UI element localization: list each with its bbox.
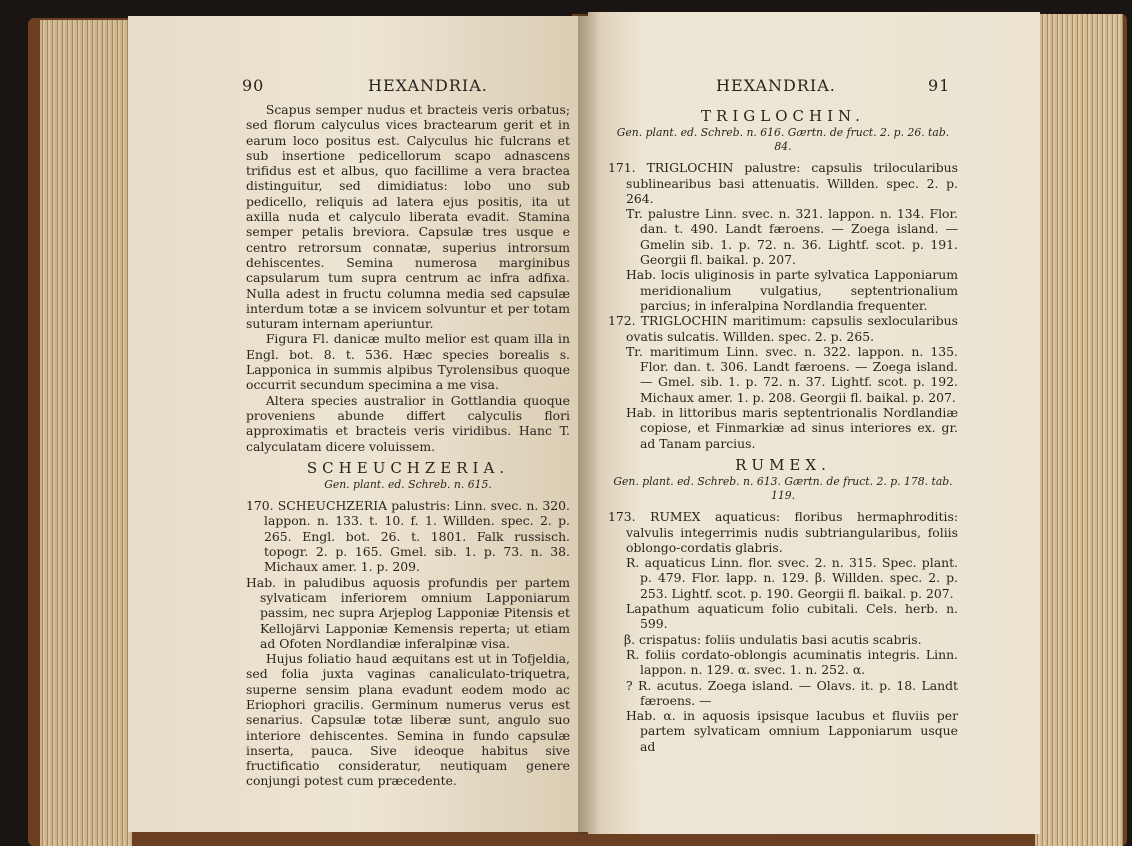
left-page bbox=[128, 16, 590, 832]
variety-beta: β. crispatus: foliis undulatis basi acutis scabris. bbox=[624, 631, 922, 647]
species-entry-171: 171. TRIGLOCHIN palustre: capsulis trilocularibus sublinearibus basi attenuatis. Willden. spec. 2. p. 264. bbox=[608, 160, 958, 206]
habitat-172: Hab. in littoribus maris septentrionalis Nordlandiæ copiose, et Finmarkiæ ad sinus interiores ex. gr. ad Tanam parcius. bbox=[626, 405, 958, 451]
habitat-170: Hab. in paludibus aquosis profundis per partem sylvaticam inferiorem omnium Lapponiarum passim, nec supra Arjeplog Lapponiæ Pitensis et Kellojärvi Lapponiæ Kemensis reperta; ut etiam ad Ofoten Nordlandiæ inferalpinæ visa. bbox=[246, 574, 570, 651]
synonyms-172: Tr. maritimum Linn. svec. n. 322. lappon. n. 135. Flor. dan. t. 306. Landt færoens. — Zoega island. — Gmel. sib. 1. p. 72. n. 37. Lightf. scot. p. 192. Michaux amer. 1. p. 208. Georgii fl. baikal. p. 207. bbox=[626, 343, 958, 405]
synonyms-173-lapathum: Lapathum aquaticum folio cubitali. Cels. herb. n. 599. bbox=[626, 601, 958, 632]
genus-reference: Gen. plant. ed. Schreb. n. 615. bbox=[324, 478, 492, 492]
left-running-head: HEXANDRIA. bbox=[368, 76, 488, 95]
book-gutter-shadow bbox=[578, 12, 600, 834]
right-page bbox=[588, 12, 1040, 834]
genus-title-triglochin: TRIGLOCHIN. bbox=[701, 107, 865, 125]
paragraph: Scapus semper nudus et bracteis veris orbatus; sed florum calyculus vices bractearum gerit et in earum loco positus est. Calyculus hic fulcrans et sub insertione pedicellorum scapo adnascens trifidus est et albus, quo facillime a vera bractea distinguitur, sed dimidiatus: lobo uno sub pedicello, reliquis ad latera ejus positis, ita ut axilla nuda et calyculo liberata evadit. Stamina semper petalis breviora. Capsulæ tres usque e centro retrorsum connatæ, superius introrsum dehiscentes. Semina numerosa marginibus capsularum tum supra centrum ac infra adfixa. Nulla adest in fructu columna media sed capsulæ interdum totæ a se invicem solvuntur et per totam suturam internam aperiuntur. bbox=[246, 102, 570, 332]
habitat-173: Hab. α. in aquosis ipsisque lacubus et fluviis per partem sylvaticam omnium Lapponiarum usque ad bbox=[626, 708, 958, 754]
right-running-head: HEXANDRIA. bbox=[716, 76, 836, 95]
genus-title-rumex: RUMEX. bbox=[735, 455, 831, 474]
synonyms-171: Tr. palustre Linn. svec. n. 321. lappon. n. 134. Flor. dan. t. 490. Landt færoens. — Zoega island. — Gmelin sib. 1. p. 72. n. 36. Lightf. scot. p. 191. Georgii fl. baikal. p. 207. bbox=[626, 206, 958, 268]
left-page-text bbox=[246, 102, 570, 789]
paragraph: Altera species australior in Gottlandia quoque proveniens abunde differt calyculis flori approximatis et bracteis veris viridibus. Hanc T. calyculatam dicere voluissem. bbox=[246, 392, 570, 454]
genus-title-scheuchzeria: SCHEUCHZERIA. bbox=[306, 458, 510, 477]
paragraph-closing: Hujus foliatio haud æquitans est ut in Tofjeldia, sed folia juxta vaginas canaliculato-triquetra, superne sensim plana evadunt eodem modo ac Eriophori gracilis. Germinum numerus verus est senarius. Capsulæ totæ liberæ sunt, angulo suo interiore dehiscentes. Semina in fundo capsulæ inserta, pauca. Sive ideoque habitus sive fructificatio consideratur, neutiquam genere conjungi potest cum præcedente. bbox=[246, 651, 570, 789]
synonyms-173: R. aquaticus Linn. flor. svec. 2. n. 315. Spec. plant. p. 479. Flor. lapp. n. 129. β. Willden. spec. 2. p. 253. Lightf. scot. p. 190. Georgii fl. baikal. p. 207. bbox=[626, 555, 958, 601]
species-entry-173: 173. RUMEX aquaticus: floribus hermaphroditis: valvulis integerrimis nudis subtriangularibus, foliis oblongo-cordatis glabris. bbox=[608, 509, 958, 555]
genus-reference: Gen. plant. ed. Schreb. n. 616. Gærtn. de fruct. 2. p. 26. tab. 84. bbox=[616, 126, 950, 154]
species-entry-170: 170. SCHEUCHZERIA palustris: Linn. svec. n. 320. lappon. n. 133. t. 10. f. 1. Willden. spec. 2. p. 265. Engl. bot. 26. t. 1801. Falk russisch. topogr. 2. p. 165. Gmel. sib. 1. p. 73. n. 38. Michaux amer. 1. p. 209. bbox=[246, 498, 570, 575]
right-page-text bbox=[608, 102, 958, 754]
habitat-171: Hab. locis uliginosis in parte sylvatica Lapponiarum meridionalium vulgatius, septentrionalium parcius; in inferalpina Nordlandia frequenter. bbox=[626, 267, 958, 313]
page-edges-left bbox=[40, 20, 132, 846]
synonyms-beta: R. foliis cordato-oblongis acuminatis integris. Linn. lappon. n. 129. α. svec. 1. n. 252. α. bbox=[626, 646, 958, 678]
left-page-number: 90 bbox=[242, 76, 265, 95]
paragraph: Figura Fl. danicæ multo melior est quam illa in Engl. bot. 8. t. 536. Hæc species borealis s. Lapponica in summis alpibus Tyrolensibus quoque occurrit secundum specimina a me visa. bbox=[246, 331, 570, 393]
species-entry-172: 172. TRIGLOCHIN maritimum: capsulis sexlocularibus ovatis sulcatis. Willden. spec. 2. p. 265. bbox=[608, 313, 958, 344]
synonyms-beta-acutus: ? R. acutus. Zoega island. — Olavs. it. p. 18. Landt færoens. — bbox=[626, 677, 958, 708]
right-page-number: 91 bbox=[928, 76, 951, 95]
page-edges-right bbox=[1035, 14, 1123, 846]
genus-reference: Gen. plant. ed. Schreb. n. 613. Gærtn. de fruct. 2. p. 178. tab. 119. bbox=[613, 475, 953, 503]
